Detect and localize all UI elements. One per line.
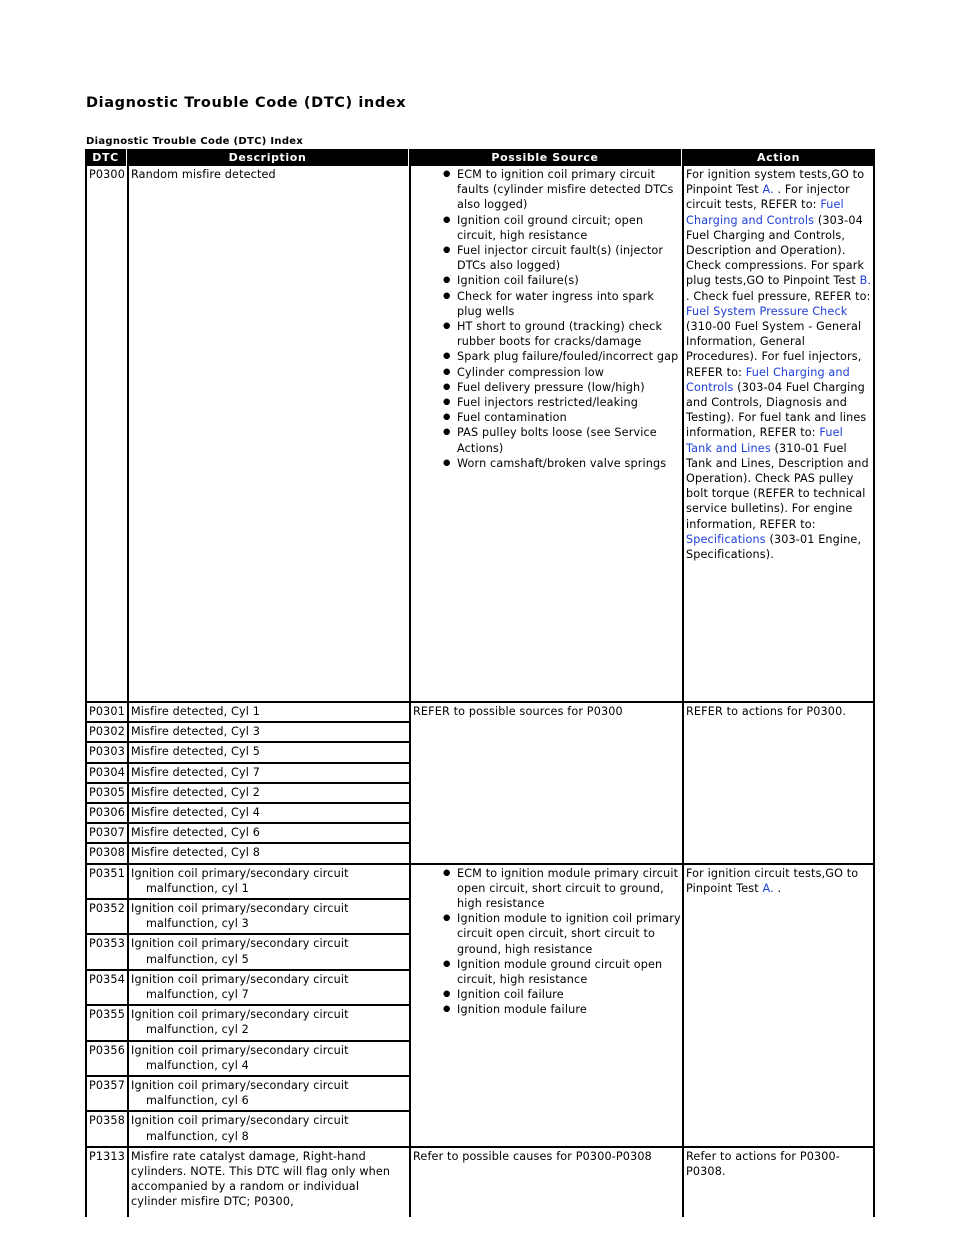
source-item: ● Ignition module failure <box>413 1002 681 1017</box>
dtc-code: P0358 <box>85 1112 127 1147</box>
dtc-description: Misfire detected, Cyl 6 <box>127 824 409 844</box>
dtc-code: P0303 <box>85 743 127 763</box>
action-text: (303-04 Fuel Charging and Controls, Description and Operation). Check compressions. For spark plug tests,GO to Pinpoint Test <box>686 213 865 288</box>
dtc-description: Random misfire detected <box>127 166 409 703</box>
dtc-description: Misfire detected, Cyl 3 <box>127 723 409 743</box>
dtc-description: Ignition coil primary/secondary circuit malfunction, cyl 4 <box>127 1042 409 1077</box>
action-text: (310-01 Fuel Tank and Lines, Description and Operation). Check PAS pulley bolt torque (REFER to technical service bulletins). For engine information, REFER to: <box>686 441 869 531</box>
source-item: ● Fuel injectors restricted/leaking <box>413 395 681 410</box>
possible-source-cell <box>409 166 682 703</box>
possible-source-cell: Refer to possible causes for P0300-P0308 <box>409 1148 682 1217</box>
action-text: For ignition circuit tests,GO to Pinpoint Test <box>686 866 859 895</box>
dtc-description: Ignition coil primary/secondary circuit malfunction, cyl 5 <box>127 935 409 970</box>
dtc-code: P0353 <box>85 935 127 970</box>
dtc-code: P0356 <box>85 1042 127 1077</box>
dtc-code: P0357 <box>85 1077 127 1112</box>
header-possible-source: Possible Source <box>409 149 682 166</box>
source-item: ● Ignition module to ignition coil primary circuit open circuit, short circuit to ground, high resistance <box>413 911 681 957</box>
source-item: ● Spark plug failure/fouled/incorrect gap <box>413 349 681 364</box>
pinpoint-test-a-link[interactable]: A. <box>762 881 774 895</box>
action-text: . Check fuel pressure, REFER to: <box>686 289 871 303</box>
source-item: ● ECM to ignition module primary circuit open circuit, short circuit to ground, high resistance <box>413 866 681 912</box>
source-item: ● Fuel delivery pressure (low/high) <box>413 380 681 395</box>
dtc-description: Misfire detected, Cyl 5 <box>127 743 409 763</box>
action-text: For ignition system tests,GO to Pinpoint Test <box>686 168 865 197</box>
dtc-code: P0306 <box>85 804 127 824</box>
dtc-description: Ignition coil primary/secondary circuit malfunction, cyl 7 <box>127 971 409 1006</box>
source-item: ● HT short to ground (tracking) check rubber boots for cracks/damage <box>413 319 681 349</box>
dtc-description: Ignition coil primary/secondary circuit malfunction, cyl 1 <box>127 865 409 900</box>
action-cell: REFER to actions for P0300. <box>682 703 875 865</box>
fuel-tank-lines-link[interactable]: Fuel Tank and Lines <box>686 426 843 455</box>
header-description: Description <box>127 149 409 166</box>
dtc-code: P0301 <box>85 703 127 723</box>
table-caption: Diagnostic Trouble Code (DTC) Index <box>86 136 304 147</box>
action-cell <box>682 166 875 703</box>
action-text: . For injector circuit tests, REFER to: <box>686 183 850 212</box>
specifications-link[interactable]: Specifications <box>686 532 766 546</box>
dtc-description: Misfire detected, Cyl 7 <box>127 764 409 784</box>
source-item: ● Ignition module ground circuit open circuit, high resistance <box>413 957 681 987</box>
header-action: Action <box>682 149 875 166</box>
dtc-description: Misfire detected, Cyl 2 <box>127 784 409 804</box>
dtc-description: Ignition coil primary/secondary circuit malfunction, cyl 8 <box>127 1112 409 1147</box>
action-text: (303-04 Fuel Charging and Controls, Diagnosis and Testing). For fuel tank and lines information, REFER to: <box>686 380 867 440</box>
dtc-description: Misfire detected, Cyl 4 <box>127 804 409 824</box>
table-row <box>85 703 875 723</box>
possible-source-cell <box>409 865 682 1148</box>
table-row <box>85 865 875 900</box>
pinpoint-test-a-link[interactable]: A. <box>762 183 774 197</box>
source-item: ● Ignition coil failure <box>413 987 681 1002</box>
source-item: ● PAS pulley bolts loose (see Service Actions) <box>413 425 681 455</box>
dtc-code: P0302 <box>85 723 127 743</box>
dtc-description: Ignition coil primary/secondary circuit malfunction, cyl 3 <box>127 900 409 935</box>
source-item: ● Fuel injector circuit fault(s) (injector DTCs also logged) <box>413 243 681 273</box>
dtc-code: P0308 <box>85 844 127 864</box>
dtc-description: Misfire detected, Cyl 1 <box>127 703 409 723</box>
fuel-charging-controls-link-2[interactable]: Fuel Charging and Controls <box>686 365 850 394</box>
action-cell <box>682 865 875 1148</box>
dtc-code: P0307 <box>85 824 127 844</box>
dtc-code: P0354 <box>85 971 127 1006</box>
dtc-code: P0304 <box>85 764 127 784</box>
page-title: Diagnostic Trouble Code (DTC) index <box>86 95 407 111</box>
action-text: (310-00 Fuel System - General Information, General Procedures). For fuel injectors, REFER to: <box>686 320 862 379</box>
source-item: ● Check for water ingress into spark plug wells <box>413 289 681 319</box>
table-row <box>85 1148 875 1217</box>
pinpoint-test-b-link[interactable]: B. <box>859 274 872 288</box>
dtc-code: P0300 <box>85 166 127 703</box>
dtc-code: P0352 <box>85 900 127 935</box>
table-header-row <box>85 149 875 166</box>
source-item: ● Ignition coil ground circuit; open circuit, high resistance <box>413 213 681 243</box>
source-list <box>413 167 681 471</box>
action-text: . <box>773 881 782 895</box>
dtc-description: Ignition coil primary/secondary circuit malfunction, cyl 2 <box>127 1006 409 1041</box>
dtc-code: P1313 <box>85 1148 127 1217</box>
possible-source-cell: REFER to possible sources for P0300 <box>409 703 682 865</box>
source-item: ● Ignition coil failure(s) <box>413 273 681 288</box>
source-list <box>413 866 681 1018</box>
fuel-charging-controls-link[interactable]: Fuel Charging and Controls <box>686 198 844 227</box>
source-item: ● Cylinder compression low <box>413 365 681 380</box>
dtc-code: P0351 <box>85 865 127 900</box>
dtc-description: Misfire rate catalyst damage, Right-hand cylinders. NOTE. This DTC will flag only when accompanied by a random or individual cylinder misfire DTC; P0300, <box>127 1148 409 1217</box>
dtc-code: P0355 <box>85 1006 127 1041</box>
fuel-system-pressure-check-link[interactable]: Fuel System Pressure Check <box>686 304 848 318</box>
dtc-code: P0305 <box>85 784 127 804</box>
source-item: ● Fuel contamination <box>413 410 681 425</box>
dtc-index-table <box>85 149 875 1217</box>
table-row <box>85 166 875 703</box>
action-cell: Refer to actions for P0300-P0308. <box>682 1148 875 1217</box>
source-item: ● Worn camshaft/broken valve springs <box>413 456 681 471</box>
action-text: (303-01 Engine, Specifications). <box>686 532 862 562</box>
source-item: ● ECM to ignition coil primary circuit faults (cylinder misfire detected DTCs also logged) <box>413 167 681 213</box>
dtc-description: Ignition coil primary/secondary circuit malfunction, cyl 6 <box>127 1077 409 1112</box>
dtc-description: Misfire detected, Cyl 8 <box>127 844 409 864</box>
header-dtc: DTC <box>85 149 127 166</box>
